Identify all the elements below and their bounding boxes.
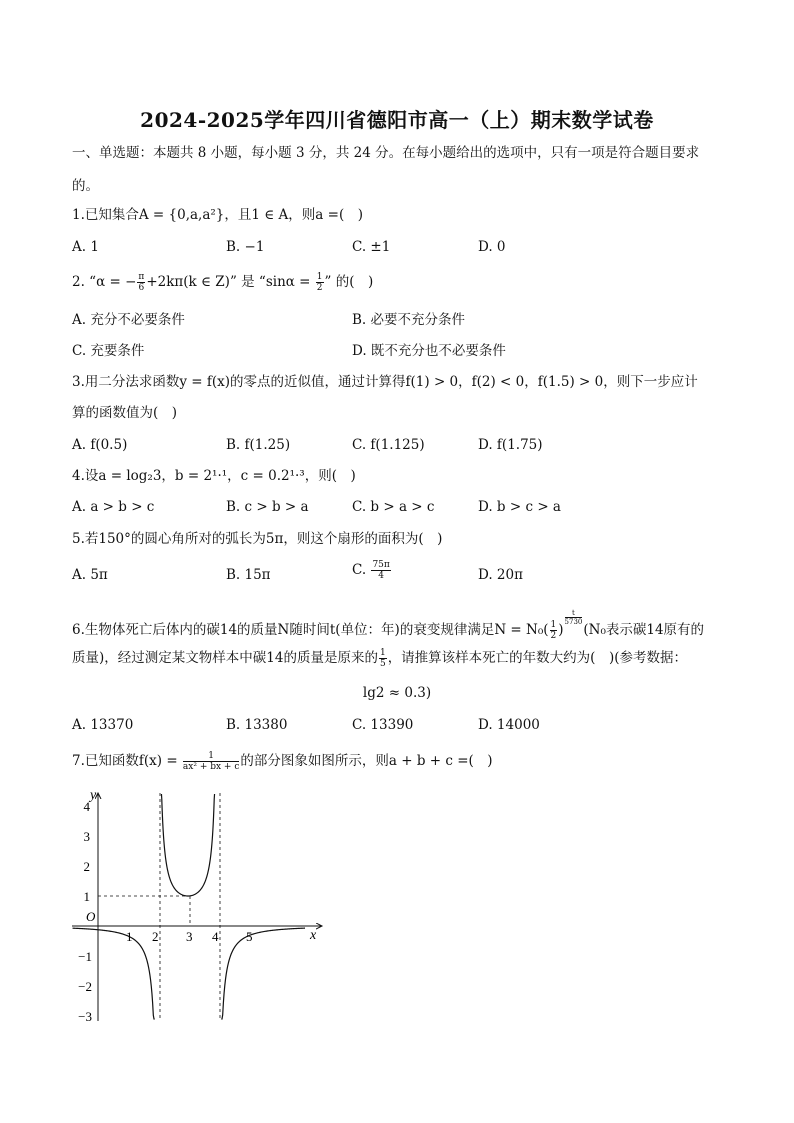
q1-option-d[interactable]: D. 0: [478, 239, 506, 255]
q6-line1-pre: 6.生物体死亡后体内的碳14的质量N随时间t(单位：年)的衰变规律满足N = N₀(: [72, 622, 549, 638]
q4-option-c[interactable]: C. b > a > c: [352, 499, 435, 515]
q6-exponent: [565, 609, 583, 626]
x-tick-1: 1: [126, 929, 133, 944]
q3-option-a[interactable]: A. f(0.5): [72, 437, 128, 453]
q7-stem-pre: 7.已知函数f(x) =: [72, 753, 182, 769]
q2-option-a[interactable]: A. 充分不必要条件: [72, 312, 185, 328]
q2-option-c[interactable]: C. 充要条件: [72, 343, 145, 359]
q5-stem: 5.若150°的圆心角所对的弧长为5π，则这个扇形的面积为( ): [72, 531, 443, 547]
q6-option-a[interactable]: A. 13370: [72, 717, 134, 733]
origin-label: O: [86, 909, 96, 924]
y-tick-neg1: −1: [78, 949, 92, 964]
q5-option-d[interactable]: D. 20π: [478, 567, 523, 583]
q7-stem: [72, 751, 493, 772]
section1-line2: 的。: [72, 178, 99, 194]
q6-frac-half-den: 2: [550, 631, 557, 641]
q2-stem-post: ” 的( ): [324, 274, 374, 290]
q2-frac-pi-6: [137, 272, 145, 293]
curve-left-branch: [73, 928, 155, 1019]
q7-frac-den: ax² + bx + c: [182, 762, 240, 772]
q4-stem: 4.设a = log₂3，b = 2¹·¹，c = 0.2¹·³，则( ): [72, 468, 356, 484]
y-tick-4: 4: [83, 799, 90, 814]
q2-frac2-num: 1: [316, 272, 323, 282]
x-tick-4: 4: [212, 929, 219, 944]
x-tick-2: 2: [152, 929, 159, 944]
q4-option-d[interactable]: D. b > c > a: [478, 499, 561, 515]
y-tick-1: 1: [83, 889, 90, 904]
q6-line2: [72, 648, 687, 669]
q6-frac-half-num: 1: [550, 620, 557, 630]
q1-stem: 1.已知集合A = {0,a,a²}，且1 ∈ A，则a =( ): [72, 207, 363, 223]
q1-option-a[interactable]: A. 1: [72, 239, 99, 255]
q6-line3: lg2 ≈ 0.3): [362, 685, 432, 701]
q3-option-c[interactable]: C. f(1.125): [352, 437, 425, 453]
y-tick-neg2: −2: [78, 979, 92, 994]
q1-option-c[interactable]: C. ±1: [352, 239, 391, 255]
y-tick-3: 3: [83, 829, 90, 844]
q6-option-c[interactable]: C. 13390: [352, 717, 414, 733]
y-tick-2: 2: [83, 859, 90, 874]
q5-option-c-label: C.: [352, 562, 371, 578]
q2-stem: [72, 272, 373, 293]
curve-middle-branch: [161, 794, 214, 896]
q6-line2-pre: 质量)，经过测定某文物样本中碳14的质量是原来的: [72, 650, 378, 666]
q2-frac-1-2: [316, 272, 324, 293]
q6-frac-half: [550, 620, 558, 641]
q6-exp-num: t: [565, 609, 583, 618]
q2-option-b[interactable]: B. 必要不充分条件: [352, 312, 466, 328]
q2-frac1-num: π: [138, 272, 145, 282]
q3-line1: 3.用二分法求函数y = f(x)的零点的近似值，通过计算得f(1) > 0，f(2) < 0，f(1.5) > 0，则下一步应计: [72, 374, 698, 390]
page-title: 2024-2025学年四川省德阳市高一（上）期末数学试卷: [140, 108, 654, 132]
q5-option-a[interactable]: A. 5π: [72, 567, 108, 583]
q6-frac-fifth-num: 1: [379, 648, 386, 658]
x-tick-3: 3: [186, 929, 193, 944]
q7-frac: [183, 751, 239, 772]
q5-optc-num: 75π: [372, 560, 390, 570]
q4-option-a[interactable]: A. a > b > c: [72, 499, 155, 515]
q5-option-c[interactable]: [352, 560, 392, 581]
x-axis-label: x: [310, 928, 317, 943]
q5-option-b[interactable]: B. 15π: [226, 567, 271, 583]
y-axis-label: y: [90, 788, 97, 803]
y-tick-neg3: −3: [78, 1009, 92, 1024]
x-tick-5: 5: [246, 929, 253, 944]
curve-right-branch: [221, 928, 305, 1019]
q6-frac-fifth-den: 5: [379, 659, 386, 669]
q5-optc-den: 4: [378, 571, 384, 581]
q5-option-c-frac: [371, 560, 390, 581]
q6-frac-fifth: [379, 648, 387, 669]
q6-line1-post: (N₀表示碳14原有的: [583, 622, 705, 638]
q2-option-d[interactable]: D. 既不充分也不必要条件: [352, 343, 506, 359]
q4-option-b[interactable]: B. c > b > a: [226, 499, 309, 515]
q7-stem-post: 的部分图象如图所示，则a + b + c =( ): [240, 753, 493, 769]
q3-option-b[interactable]: B. f(1.25): [226, 437, 291, 453]
q3-line2: 算的函数值为( ): [72, 405, 178, 421]
q6-line1: 6.生物体死亡后体内的碳14的质量N随时间t(单位：年)的衰变规律满足N = N₀( $\frac{1}{2}$ ) $\frac{t}{5730}$ (N₀表示碳14原有的: [72, 609, 705, 641]
q6-option-b[interactable]: B. 13380: [226, 717, 288, 733]
q6-line2-post: ，请推算该样本死亡的年数大约为( )(参考数据：: [387, 650, 687, 666]
q2-frac2-den: 2: [316, 283, 323, 293]
q6-option-d[interactable]: D. 14000: [478, 717, 540, 733]
q1-option-b[interactable]: B. −1: [226, 239, 265, 255]
q3-option-d[interactable]: D. f(1.75): [478, 437, 543, 453]
q7-frac-num: 1: [183, 751, 239, 762]
q2-frac1-den: 6: [138, 283, 145, 293]
section1-line1: 一、单选题：本题共 8 小题，每小题 3 分，共 24 分。在每小题给出的选项中，只有一项是符合题目要求: [72, 145, 700, 161]
q2-stem-pre: 2. “α = −: [72, 274, 137, 290]
q6-exp-den: 5730: [564, 618, 583, 626]
function-graph: [64, 785, 334, 1025]
q2-stem-mid: +2kπ(k ∈ Z)” 是 “sinα =: [146, 274, 315, 290]
